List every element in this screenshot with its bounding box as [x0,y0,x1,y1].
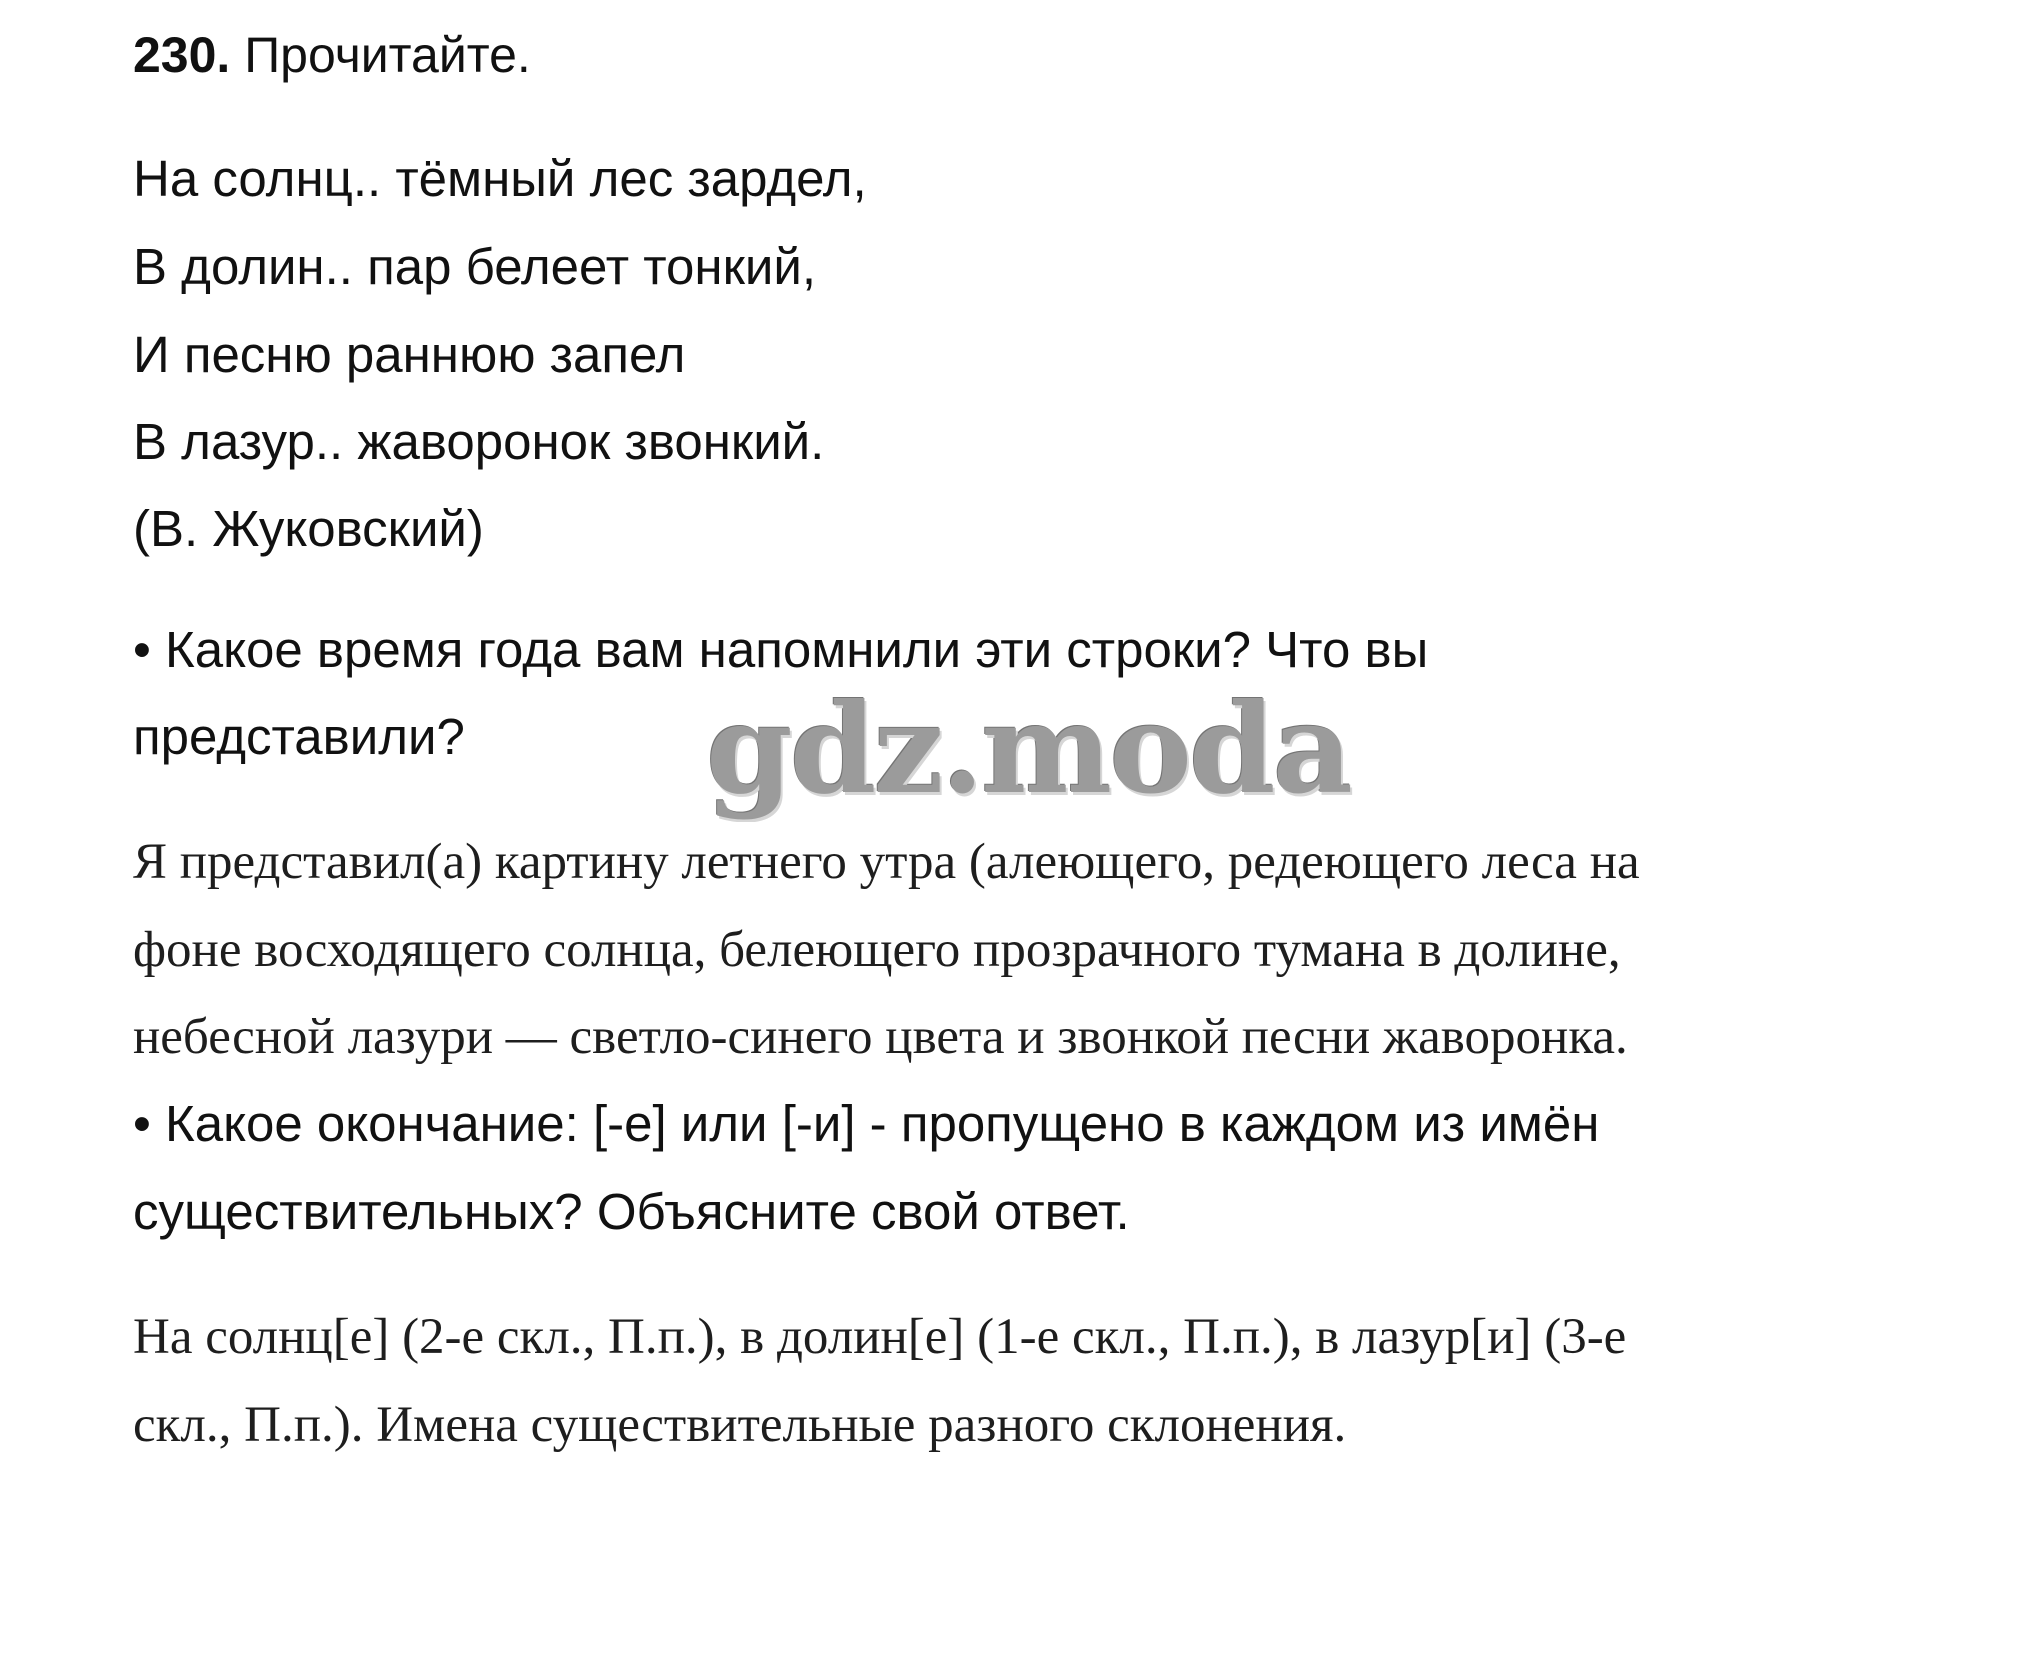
question-line: • Какое окончание: [-е] или [-и] - пропущено в каждом из имён [133,1095,1600,1152]
poem-line: В лазур.. жаворонок звонкий. [133,413,825,470]
question-line: существительных? Объясните свой ответ. [133,1183,1130,1240]
answer-line: скл., П.п.). Имена существительные разного склонения. [133,1397,1347,1453]
task-instruction: Прочитайте. [244,27,531,83]
poem-author: (В. Жуковский) [133,500,484,557]
answer-line: небесной лазури — светло-синего цвета и звонкой песни жаворонка. [133,1009,1628,1065]
watermark-logo: gdz.moda [706,677,1350,822]
answer-line: Я представил(а) картину летнего утра (алеющего, редеющего леса на [133,834,1640,890]
question-line: • Какое время года вам напомнили эти строки? Что вы [133,621,1429,678]
question-line: представили? [133,708,465,765]
answer-line: На солнц[е] (2-е скл., П.п.), в долин[е] (1-е скл., П.п.), в лазур[и] (3-е [133,1309,1627,1365]
task-number: 230. [133,27,231,83]
answer-line: фоне восходящего солнца, белеющего прозрачного тумана в долине, [133,922,1621,978]
poem-line: В долин.. пар белеет тонкий, [133,238,817,295]
task-header [133,27,531,83]
poem-line: И песню раннюю запел [133,326,686,383]
poem-line: На солнц.. тёмный лес зардел, [133,150,867,207]
